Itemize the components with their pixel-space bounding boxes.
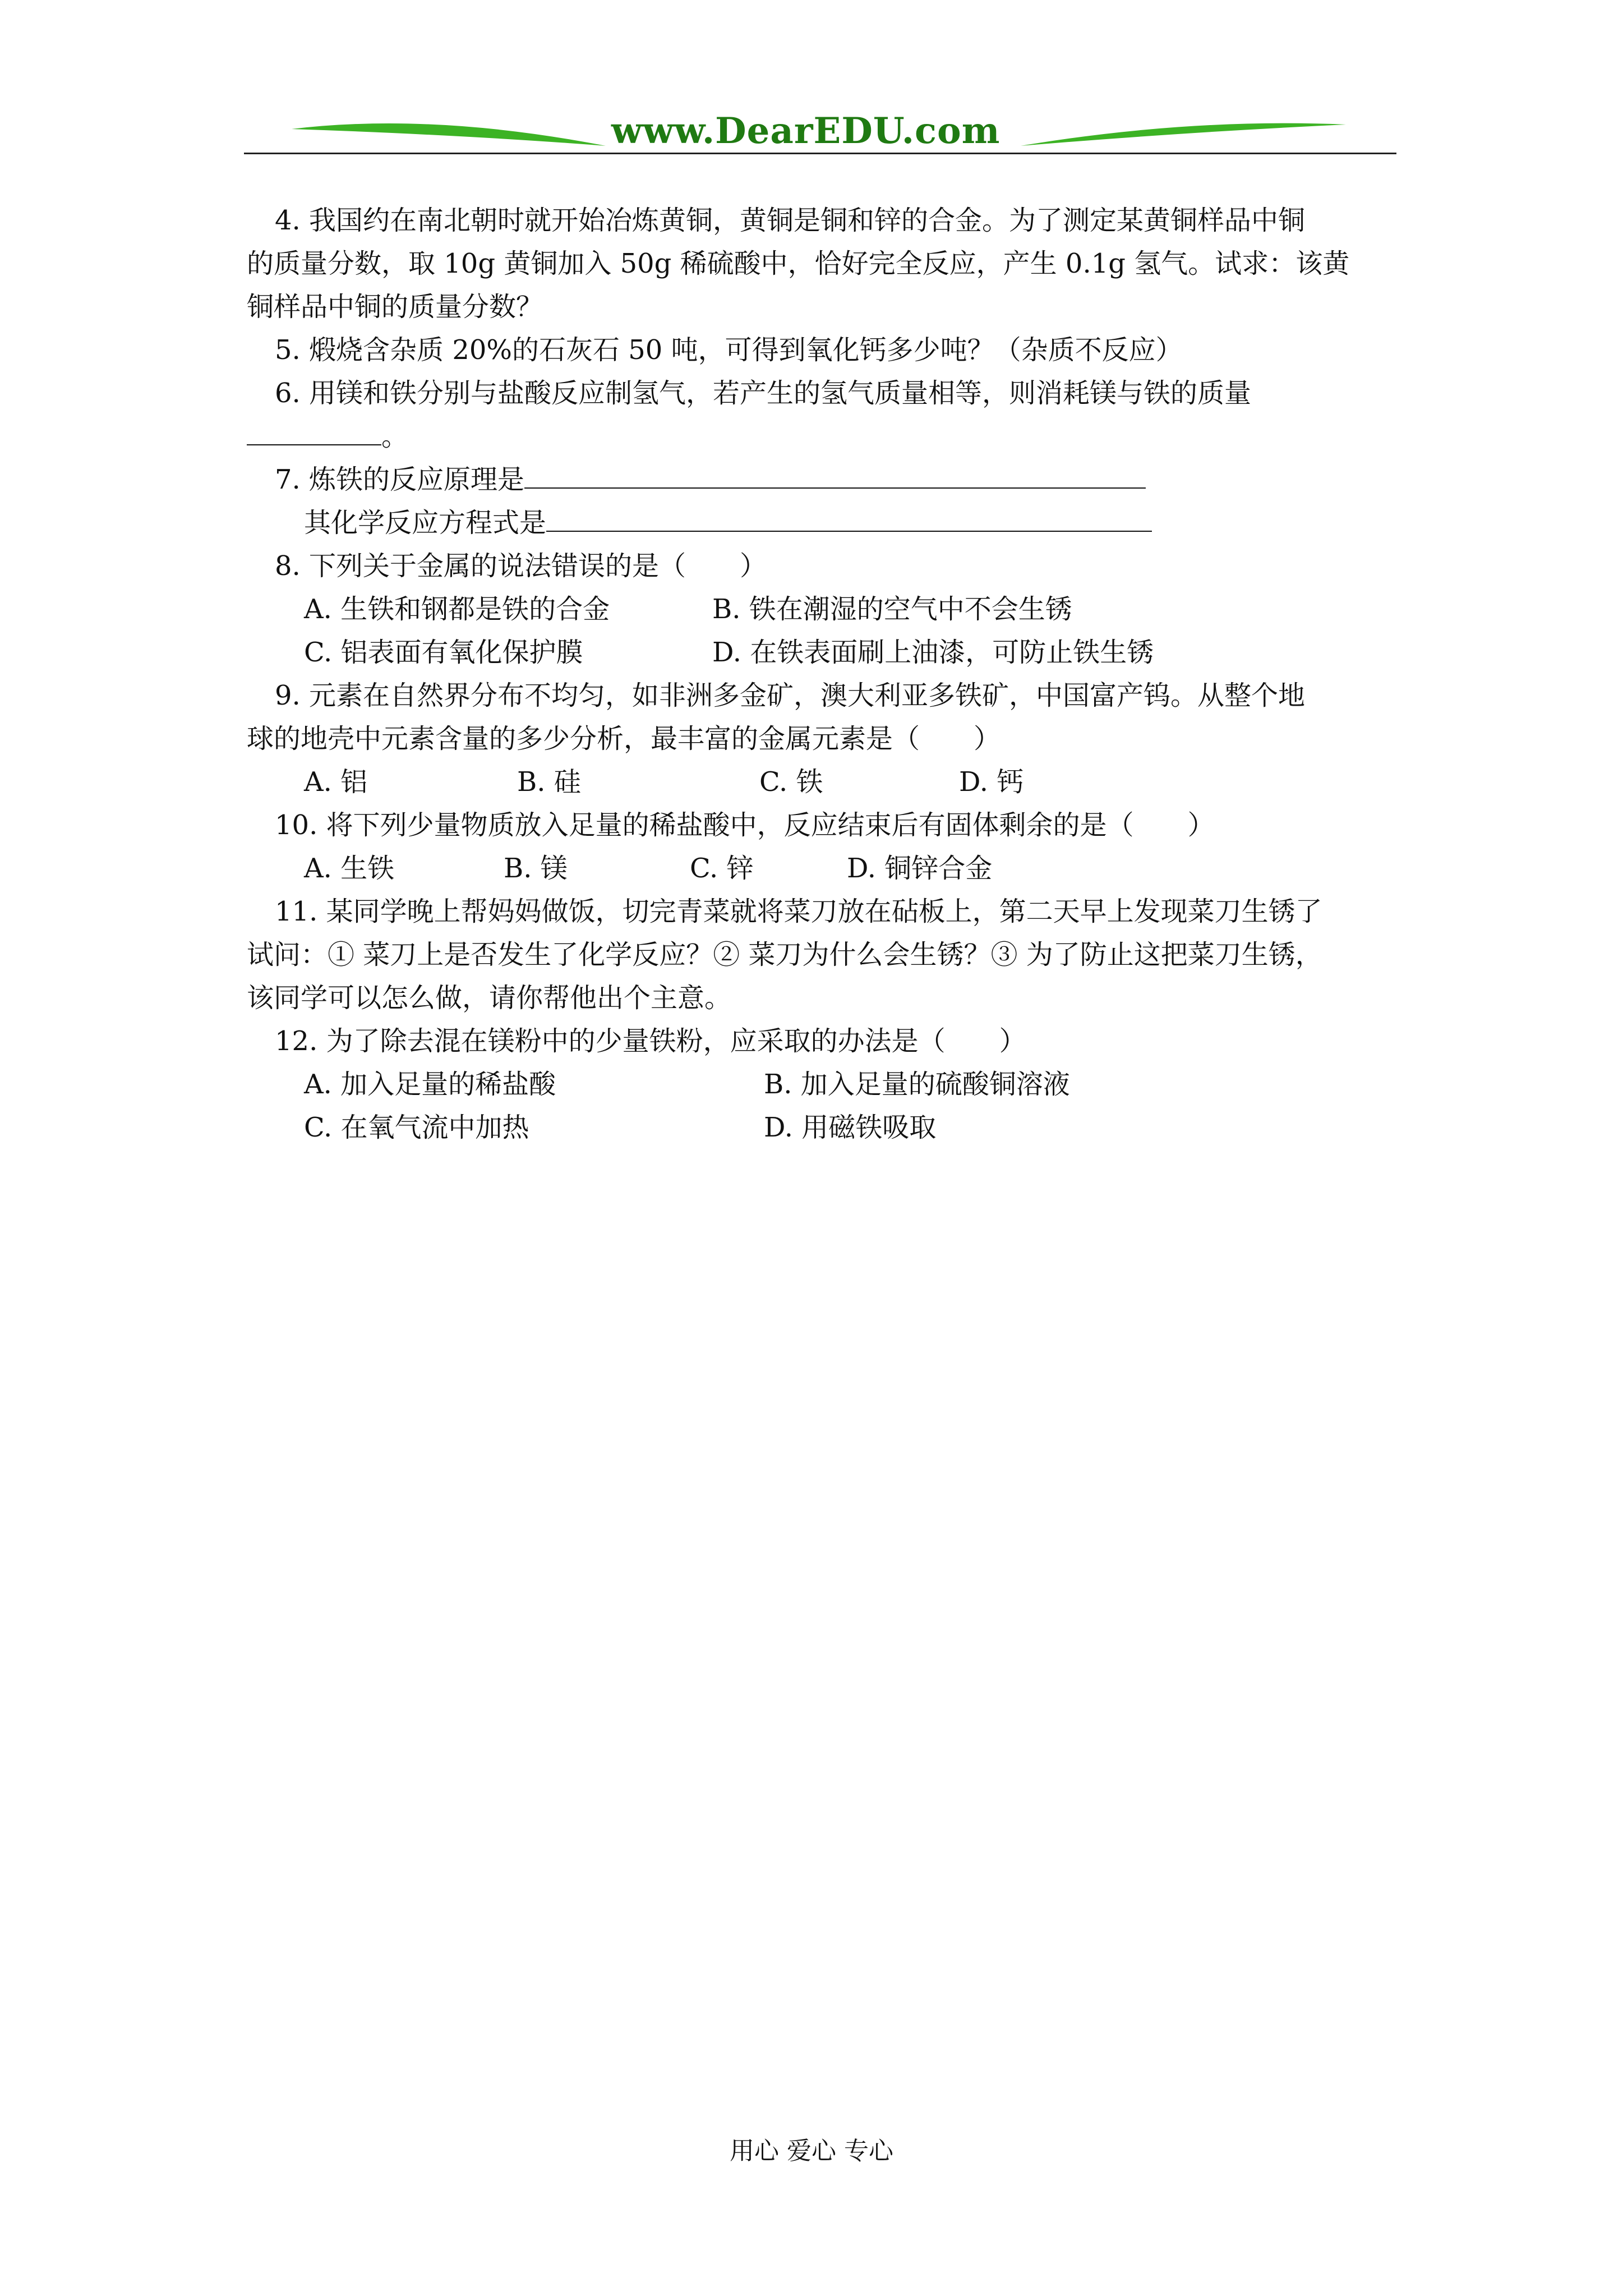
question-9-line-2: 球的地壳中元素含量的多少分析，最丰富的金属元素是（ ） bbox=[247, 723, 1001, 754]
document-body bbox=[247, 199, 1402, 1149]
question-10-option-a: A. 生铁 bbox=[304, 853, 395, 884]
question-12-option-d: D. 用磁铁吸取 bbox=[764, 1112, 937, 1143]
question-8-options-row-1 bbox=[247, 588, 1402, 631]
question-6-line-1: 6. 用镁和铁分别与盐酸反应制氢气，若产生的氢气质量相等，则消耗镁与铁的质量 bbox=[275, 378, 1252, 409]
question-5: 5. 煅烧含杂质 20%的石灰石 50 吨，可得到氧化钙多少吨？（杂质不反应） bbox=[275, 334, 1183, 366]
question-11-line-2: 试问：① 菜刀上是否发生了化学反应？② 菜刀为什么会生锈？③ 为了防止这把菜刀生锈， bbox=[247, 939, 1322, 970]
question-12-options-row-2 bbox=[247, 1106, 1402, 1149]
answer-blank bbox=[247, 422, 381, 445]
question-9-option-d: D. 钙 bbox=[959, 766, 1024, 798]
question-7-prompt-1: 7. 炼铁的反应原理是 bbox=[275, 464, 525, 495]
question-8-stem: 8. 下列关于金属的说法错误的是（ ） bbox=[275, 550, 767, 582]
right-swoosh bbox=[1021, 123, 1346, 146]
question-10-options bbox=[247, 847, 1402, 890]
question-10-stem: 10. 将下列少量物质放入足量的稀盐酸中，反应结束后有固体剩余的是（ ） bbox=[275, 809, 1215, 841]
site-logo-text[interactable]: www.DearEDU.com bbox=[611, 110, 1000, 152]
question-9-option-b: B. 硅 bbox=[517, 766, 581, 798]
question-12-option-b: B. 加入足量的硫酸铜溶液 bbox=[764, 1069, 1070, 1100]
question-9-line-1: 9. 元素在自然界分布不均匀，如非洲多金矿，澳大利亚多铁矿，中国富产钨。从整个地 bbox=[275, 680, 1306, 711]
question-12-stem: 12. 为了除去混在镁粉中的少量铁粉，应采取的办法是（ ） bbox=[275, 1025, 1026, 1057]
page-footer: 用心 爱心 专心 bbox=[730, 2137, 893, 2165]
question-9-option-c: C. 铁 bbox=[759, 766, 823, 798]
left-swoosh bbox=[292, 123, 606, 146]
answer-blank bbox=[524, 465, 1146, 489]
question-9-option-a: A. 铝 bbox=[304, 766, 368, 798]
question-8-option-c: C. 铝表面有氧化保护膜 bbox=[304, 637, 583, 668]
question-12-option-a: A. 加入足量的稀盐酸 bbox=[304, 1069, 556, 1100]
question-10-option-c: C. 锌 bbox=[690, 853, 754, 884]
question-8-option-d: D. 在铁表面刷上油漆，可防止铁生锈 bbox=[712, 637, 1154, 668]
question-12-option-c: C. 在氧气流中加热 bbox=[304, 1112, 529, 1143]
question-6-end-punct: 。 bbox=[381, 421, 409, 452]
question-8-option-b: B. 铁在潮湿的空气中不会生锈 bbox=[712, 593, 1072, 625]
question-10-option-b: B. 镁 bbox=[504, 853, 568, 884]
question-4-line-1: 4. 我国约在南北朝时就开始冶炼黄铜，黄铜是铜和锌的合金。为了测定某黄铜样品中铜 bbox=[275, 205, 1306, 236]
question-7-prompt-2: 其化学反应方程式是 bbox=[304, 507, 547, 539]
question-4-line-2: 的质量分数，取 10g 黄铜加入 50g 稀硫酸中，恰好完全反应，产生 0.1g 氢气。试求：该黄 bbox=[247, 248, 1350, 279]
question-7-line-2 bbox=[247, 501, 1402, 545]
header-divider bbox=[244, 153, 1396, 154]
question-6-line-2 bbox=[247, 415, 1402, 458]
question-7-line-1 bbox=[247, 458, 1402, 501]
question-10-option-d: D. 铜锌合金 bbox=[847, 853, 993, 884]
question-11-line-1: 11. 某同学晚上帮妈妈做饭，切完青菜就将菜刀放在砧板上，第二天早上发现菜刀生锈了 bbox=[275, 896, 1322, 927]
answer-blank bbox=[546, 508, 1152, 532]
question-9-options bbox=[247, 761, 1402, 804]
question-12-options-row-1 bbox=[247, 1063, 1402, 1106]
question-8-option-a: A. 生铁和钢都是铁的合金 bbox=[304, 593, 610, 625]
question-11-line-3: 该同学可以怎么做，请你帮他出个主意。 bbox=[247, 982, 732, 1014]
question-4-line-3: 铜样品中铜的质量分数？ bbox=[247, 291, 543, 323]
question-8-options-row-2 bbox=[247, 631, 1402, 674]
